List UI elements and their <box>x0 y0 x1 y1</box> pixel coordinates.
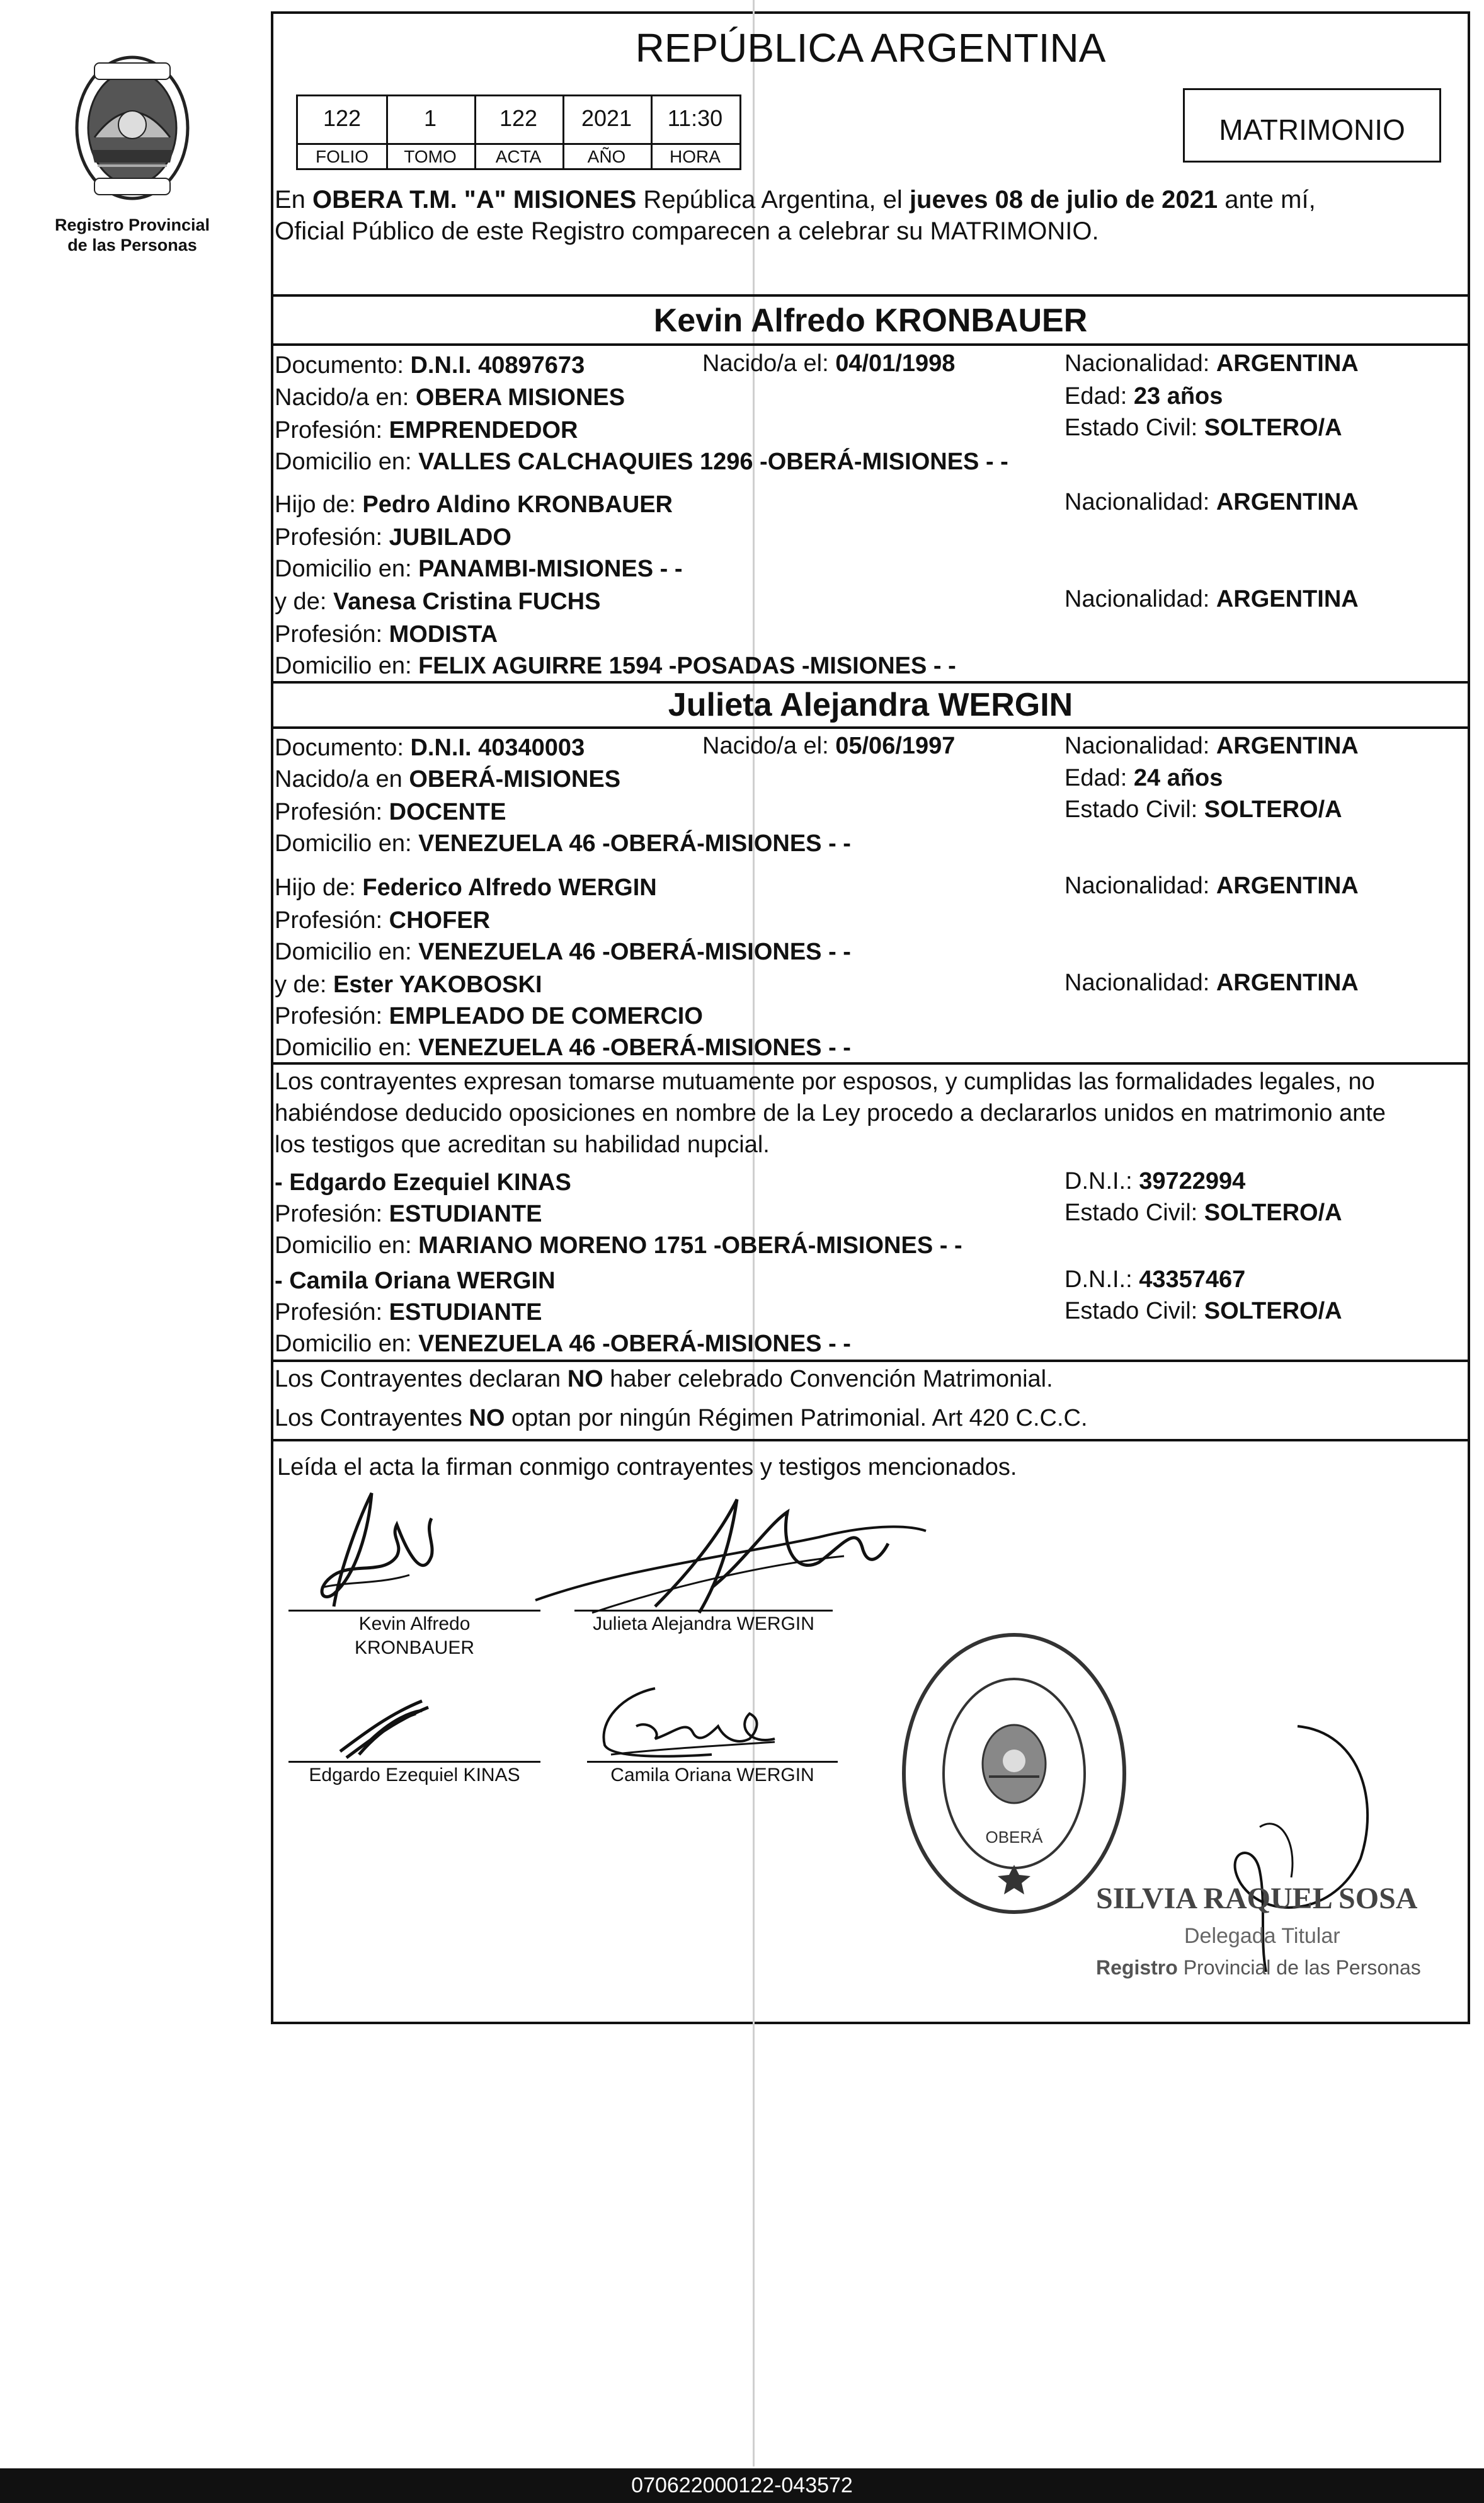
spouse1-mother-address: Domicilio en: FELIX AGUIRRE 1594 -POSADAS -MISIONES - - <box>275 653 956 679</box>
witness2-dni: D.N.I.: 43357467 <box>1064 1266 1246 1293</box>
spouse2-father-address: Domicilio en: VENEZUELA 46 -OBERÁ-MISIONES - - <box>275 939 851 965</box>
hour-value: 11:30 <box>667 105 723 131</box>
stamp-bottom-text: OBERÁ <box>985 1828 1043 1847</box>
spouse2-birth-date: Nacido/a el: 05/06/1997 <box>702 733 956 759</box>
spouse2-profession: Profesión: DOCENTE <box>275 799 506 825</box>
spouse1-mother: y de: Vanesa Cristina FUCHS <box>275 588 601 615</box>
footer-bar <box>0 2468 1484 2503</box>
spouse1-father-address: Domicilio en: PANAMBI-MISIONES - - <box>275 556 683 582</box>
tomo-value: 1 <box>423 105 437 131</box>
spouse2-nationality: Nacionalidad: ARGENTINA <box>1064 733 1359 759</box>
registry-logo <box>69 49 195 207</box>
spouse2-address: Domicilio en: VENEZUELA 46 -OBERÁ-MISIONES - - <box>275 830 851 857</box>
signature-name-1a: Kevin Alfredo <box>358 1613 471 1634</box>
witness1-profession: Profesión: ESTUDIANTE <box>275 1201 542 1227</box>
witness2-name: - Camila Oriana WERGIN <box>275 1268 556 1294</box>
signature-name-3: Edgardo Ezequiel KINAS <box>309 1765 520 1785</box>
hour-label: HORA <box>670 147 721 166</box>
spouse1-nationality: Nacionalidad: ARGENTINA <box>1064 350 1359 377</box>
folio-label: FOLIO <box>315 147 368 166</box>
spouse2-mother-nationality: Nacionalidad: ARGENTINA <box>1064 970 1359 996</box>
witness1-dni: D.N.I.: 39722994 <box>1064 1168 1246 1194</box>
spouse1-name: Kevin Alfredo KRONBAUER <box>653 302 1088 339</box>
spouse2-civil-status: Estado Civil: SOLTERO/A <box>1064 796 1342 823</box>
acta-label: ACTA <box>495 147 542 166</box>
divider-5 <box>271 1062 1470 1065</box>
tomo-label: TOMO <box>404 147 457 166</box>
acta-value: 122 <box>499 105 538 131</box>
declaration-line-3: los testigos que acreditan su habilidad nupcial. <box>275 1131 770 1158</box>
witness2-civil-status: Estado Civil: SOLTERO/A <box>1064 1298 1342 1324</box>
divider-7 <box>271 1439 1470 1441</box>
logo-caption-1: Registro Provincial <box>54 215 210 234</box>
spouse2-birthplace: Nacido/a en OBERÁ-MISIONES <box>275 766 621 793</box>
intro-line-1: En OBERA T.M. "A" MISIONES República Argentina, el jueves 08 de julio de 2021 ante mí, <box>275 186 1316 214</box>
witness1-name: - Edgardo Ezequiel KINAS <box>275 1169 571 1196</box>
folio-value: 122 <box>322 105 362 131</box>
spouse2-name: Julieta Alejandra WERGIN <box>668 687 1073 723</box>
spouse1-civil-status: Estado Civil: SOLTERO/A <box>1064 415 1342 441</box>
page-title: REPÚBLICA ARGENTINA <box>635 25 1106 71</box>
witness2-address: Domicilio en: VENEZUELA 46 -OBERÁ-MISIONES - - <box>275 1331 851 1357</box>
spouse2-mother: y de: Ester YAKOBOSKI <box>275 971 542 998</box>
signature-kronbauer <box>296 1481 454 1613</box>
year-value: 2021 <box>581 105 632 131</box>
record-type-label: MATRIMONIO <box>1219 113 1405 146</box>
spouse2-document: Documento: D.N.I. 40340003 <box>275 735 585 761</box>
closing-statement: Leída el acta la firman conmigo contrayentes y testigos mencionados. <box>277 1454 1017 1481</box>
official-title: Delegada Titular <box>1184 1924 1340 1948</box>
convention-line-2: Los Contrayentes NO optan por ningún Régimen Patrimonial. Art 420 C.C.C. <box>275 1405 1088 1431</box>
signature-name-2: Julieta Alejandra WERGIN <box>593 1613 814 1634</box>
province-seal-icon <box>69 49 195 207</box>
logo-caption-2: de las Personas <box>67 236 197 255</box>
spouse1-mother-profession: Profesión: MODISTA <box>275 621 498 648</box>
spouse1-age: Edad: 23 años <box>1064 383 1223 410</box>
convention-line-1: Los Contrayentes declaran NO haber celebrado Convención Matrimonial. <box>275 1366 1053 1392</box>
spouse2-father: Hijo de: Federico Alfredo WERGIN <box>275 874 657 901</box>
spouse1-address: Domicilio en: VALLES CALCHAQUIES 1296 -OBERÁ-MISIONES - - <box>275 449 1008 475</box>
footer-code: 070622000122-043572 <box>631 2473 853 2497</box>
intro-line-2: Oficial Público de este Registro comparecen a celebrar su MATRIMONIO. <box>275 217 1099 245</box>
spouse2-father-profession: Profesión: CHOFER <box>275 907 491 934</box>
spouse2-mother-profession: Profesión: EMPLEADO DE COMERCIO <box>275 1003 703 1029</box>
witness1-civil-status: Estado Civil: SOLTERO/A <box>1064 1200 1342 1226</box>
spouse1-father-profession: Profesión: JUBILADO <box>275 524 511 551</box>
official-name: SILVIA RAQUEL SOSA <box>1096 1882 1418 1915</box>
signature-kinas <box>328 1695 441 1764</box>
divider-4 <box>271 726 1470 729</box>
spouse2-age: Edad: 24 años <box>1064 765 1223 791</box>
witness2-profession: Profesión: ESTUDIANTE <box>275 1299 542 1326</box>
spouse2-father-nationality: Nacionalidad: ARGENTINA <box>1064 873 1359 899</box>
spouse1-father: Hijo de: Pedro Aldino KRONBAUER <box>275 491 673 518</box>
divider-3 <box>271 681 1470 684</box>
divider-1 <box>271 294 1470 297</box>
spouse1-birth-date: Nacido/a el: 04/01/1998 <box>702 350 956 377</box>
official-org: Registro Provincial de las Personas <box>1096 1956 1421 1979</box>
signature-name-1b: KRONBAUER <box>354 1637 475 1658</box>
spouse1-father-nationality: Nacionalidad: ARGENTINA <box>1064 489 1359 515</box>
spouse1-mother-nationality: Nacionalidad: ARGENTINA <box>1064 586 1359 612</box>
declaration-line-1: Los contrayentes expresan tomarse mutuamente por esposos, y cumplidas las formalidades legales, no <box>275 1068 1375 1095</box>
spouse1-profession: Profesión: EMPRENDEDOR <box>275 417 578 444</box>
signature-camila <box>586 1676 800 1764</box>
year-label: AÑO <box>587 147 626 166</box>
declaration-line-2: habiéndose deducido oposiciones en nombre de la Ley procedo a declararlos unidos en matrimonio ante <box>275 1100 1386 1126</box>
record-type-box <box>1183 88 1441 163</box>
spouse2-mother-address: Domicilio en: VENEZUELA 46 -OBERÁ-MISIONES - - <box>275 1034 851 1061</box>
signature-julieta <box>529 1487 932 1625</box>
record-table <box>296 95 741 170</box>
divider-2 <box>271 343 1470 346</box>
spouse1-document: Documento: D.N.I. 40897673 <box>275 352 585 379</box>
official-stamp-icon <box>894 1625 1134 1922</box>
divider-6 <box>271 1360 1470 1362</box>
signature-name-4: Camila Oriana WERGIN <box>610 1765 814 1785</box>
spouse1-birthplace: Nacido/a en: OBERA MISIONES <box>275 384 625 411</box>
witness1-address: Domicilio en: MARIANO MORENO 1751 -OBERÁ-MISIONES - - <box>275 1232 962 1259</box>
